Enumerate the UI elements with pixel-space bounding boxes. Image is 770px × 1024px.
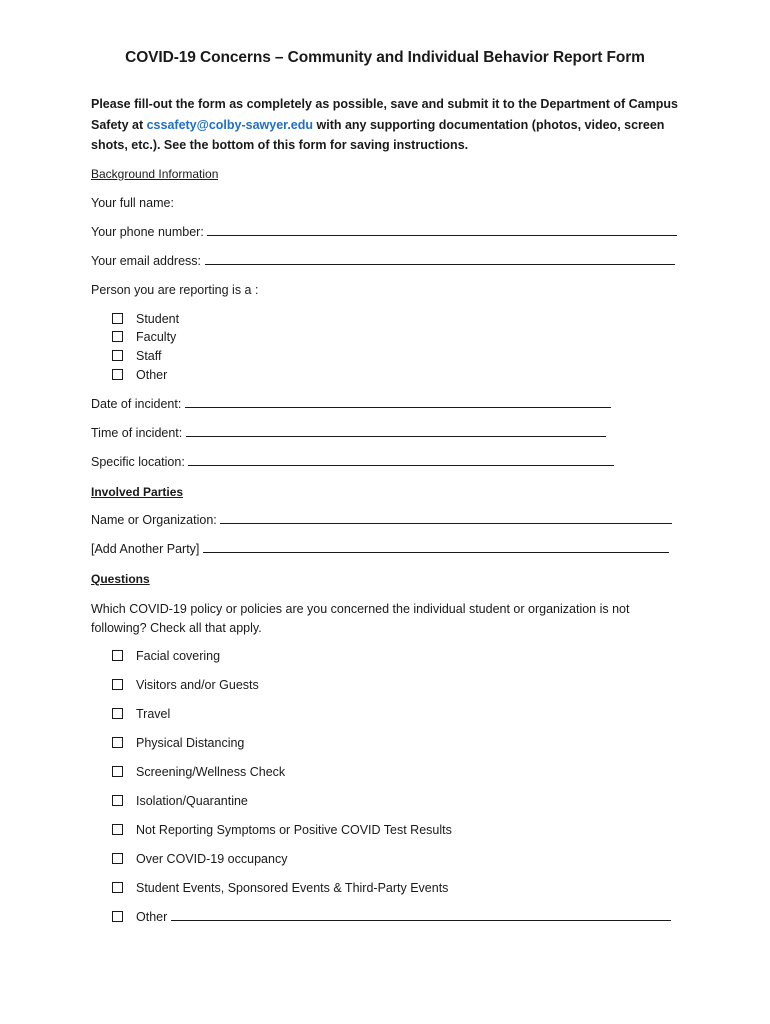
date-label: Date of incident: bbox=[91, 397, 182, 411]
policy-physical-distancing: Physical Distancing bbox=[136, 736, 245, 750]
checkbox-staff[interactable] bbox=[112, 350, 123, 361]
location-field[interactable] bbox=[91, 454, 614, 470]
add-party-button[interactable]: [Add Another Party] bbox=[91, 542, 200, 556]
involved-heading: Involved Parties bbox=[91, 485, 184, 499]
checkbox-visitors[interactable] bbox=[112, 679, 123, 690]
policy-isolation: Isolation/Quarantine bbox=[136, 794, 248, 808]
policy-facial-covering: Facial covering bbox=[136, 649, 221, 663]
email-field[interactable] bbox=[91, 253, 675, 269]
date-field[interactable] bbox=[91, 396, 611, 412]
phone-field[interactable] bbox=[91, 224, 677, 240]
name-org-label: Name or Organization: bbox=[91, 513, 217, 527]
option-student: Student bbox=[136, 312, 180, 326]
checkbox-student[interactable] bbox=[112, 313, 123, 324]
name-org-blank[interactable] bbox=[220, 512, 672, 524]
checkbox-physical-distancing[interactable] bbox=[112, 737, 123, 748]
option-other: Other bbox=[136, 368, 168, 382]
policy-other: Other bbox=[136, 910, 168, 924]
checkbox-faculty[interactable] bbox=[112, 331, 123, 342]
checkbox-other[interactable] bbox=[112, 369, 123, 380]
checkbox-travel[interactable] bbox=[112, 708, 123, 719]
phone-blank[interactable] bbox=[207, 224, 677, 236]
phone-label: Your phone number: bbox=[91, 225, 204, 239]
intro-paragraph bbox=[91, 94, 691, 156]
policy-screening: Screening/Wellness Check bbox=[136, 765, 286, 779]
location-label: Specific location: bbox=[91, 455, 185, 469]
policy-not-reporting: Not Reporting Symptoms or Positive COVID Test Results bbox=[136, 823, 452, 837]
checkbox-other-policy[interactable] bbox=[112, 911, 123, 922]
intro-text-2: with any supporting documentation (photos, video, screen shots, etc.). See the bottom of this form for saving instructions. bbox=[91, 117, 665, 152]
other-policy-field[interactable] bbox=[136, 909, 671, 925]
checkbox-screening[interactable] bbox=[112, 766, 123, 777]
form-title: COVID-19 Concerns – Community and Individual Behavior Report Form bbox=[125, 49, 645, 66]
checkbox-occupancy[interactable] bbox=[112, 853, 123, 864]
policy-occupancy: Over COVID-19 occupancy bbox=[136, 852, 288, 866]
checkbox-isolation[interactable] bbox=[112, 795, 123, 806]
background-heading: Background Information bbox=[91, 167, 219, 181]
checkbox-events[interactable] bbox=[112, 882, 123, 893]
time-label: Time of incident: bbox=[91, 426, 183, 440]
intro-text-1: Please fill-out the form as completely as possible, save and submit it to the Department of Campus Safety at bbox=[91, 97, 678, 132]
email-blank[interactable] bbox=[205, 253, 675, 265]
time-blank[interactable] bbox=[186, 425, 606, 437]
full-name-label: Your full name: bbox=[91, 196, 174, 210]
option-faculty: Faculty bbox=[136, 330, 177, 344]
policy-events: Student Events, Sponsored Events & Third-Party Events bbox=[136, 881, 449, 895]
checkbox-facial-covering[interactable] bbox=[112, 650, 123, 661]
add-party-blank[interactable] bbox=[203, 541, 669, 553]
checkbox-not-reporting[interactable] bbox=[112, 824, 123, 835]
policy-travel: Travel bbox=[136, 707, 171, 721]
location-blank[interactable] bbox=[188, 454, 614, 466]
add-party-field[interactable] bbox=[91, 541, 669, 557]
person-type-label: Person you are reporting is a : bbox=[91, 283, 259, 297]
policy-visitors: Visitors and/or Guests bbox=[136, 678, 259, 692]
date-blank[interactable] bbox=[185, 396, 611, 408]
email-link[interactable]: cssafety@colby-sawyer.edu bbox=[146, 117, 314, 132]
email-label: Your email address: bbox=[91, 254, 202, 268]
other-policy-blank[interactable] bbox=[171, 909, 671, 921]
questions-prompt: Which COVID-19 policy or policies are you concerned the individual student or organization is not following? Check all that apply. bbox=[91, 602, 630, 635]
name-org-field[interactable] bbox=[91, 512, 672, 528]
time-field[interactable] bbox=[91, 425, 606, 441]
option-staff: Staff bbox=[136, 349, 162, 363]
questions-heading: Questions bbox=[91, 572, 150, 586]
